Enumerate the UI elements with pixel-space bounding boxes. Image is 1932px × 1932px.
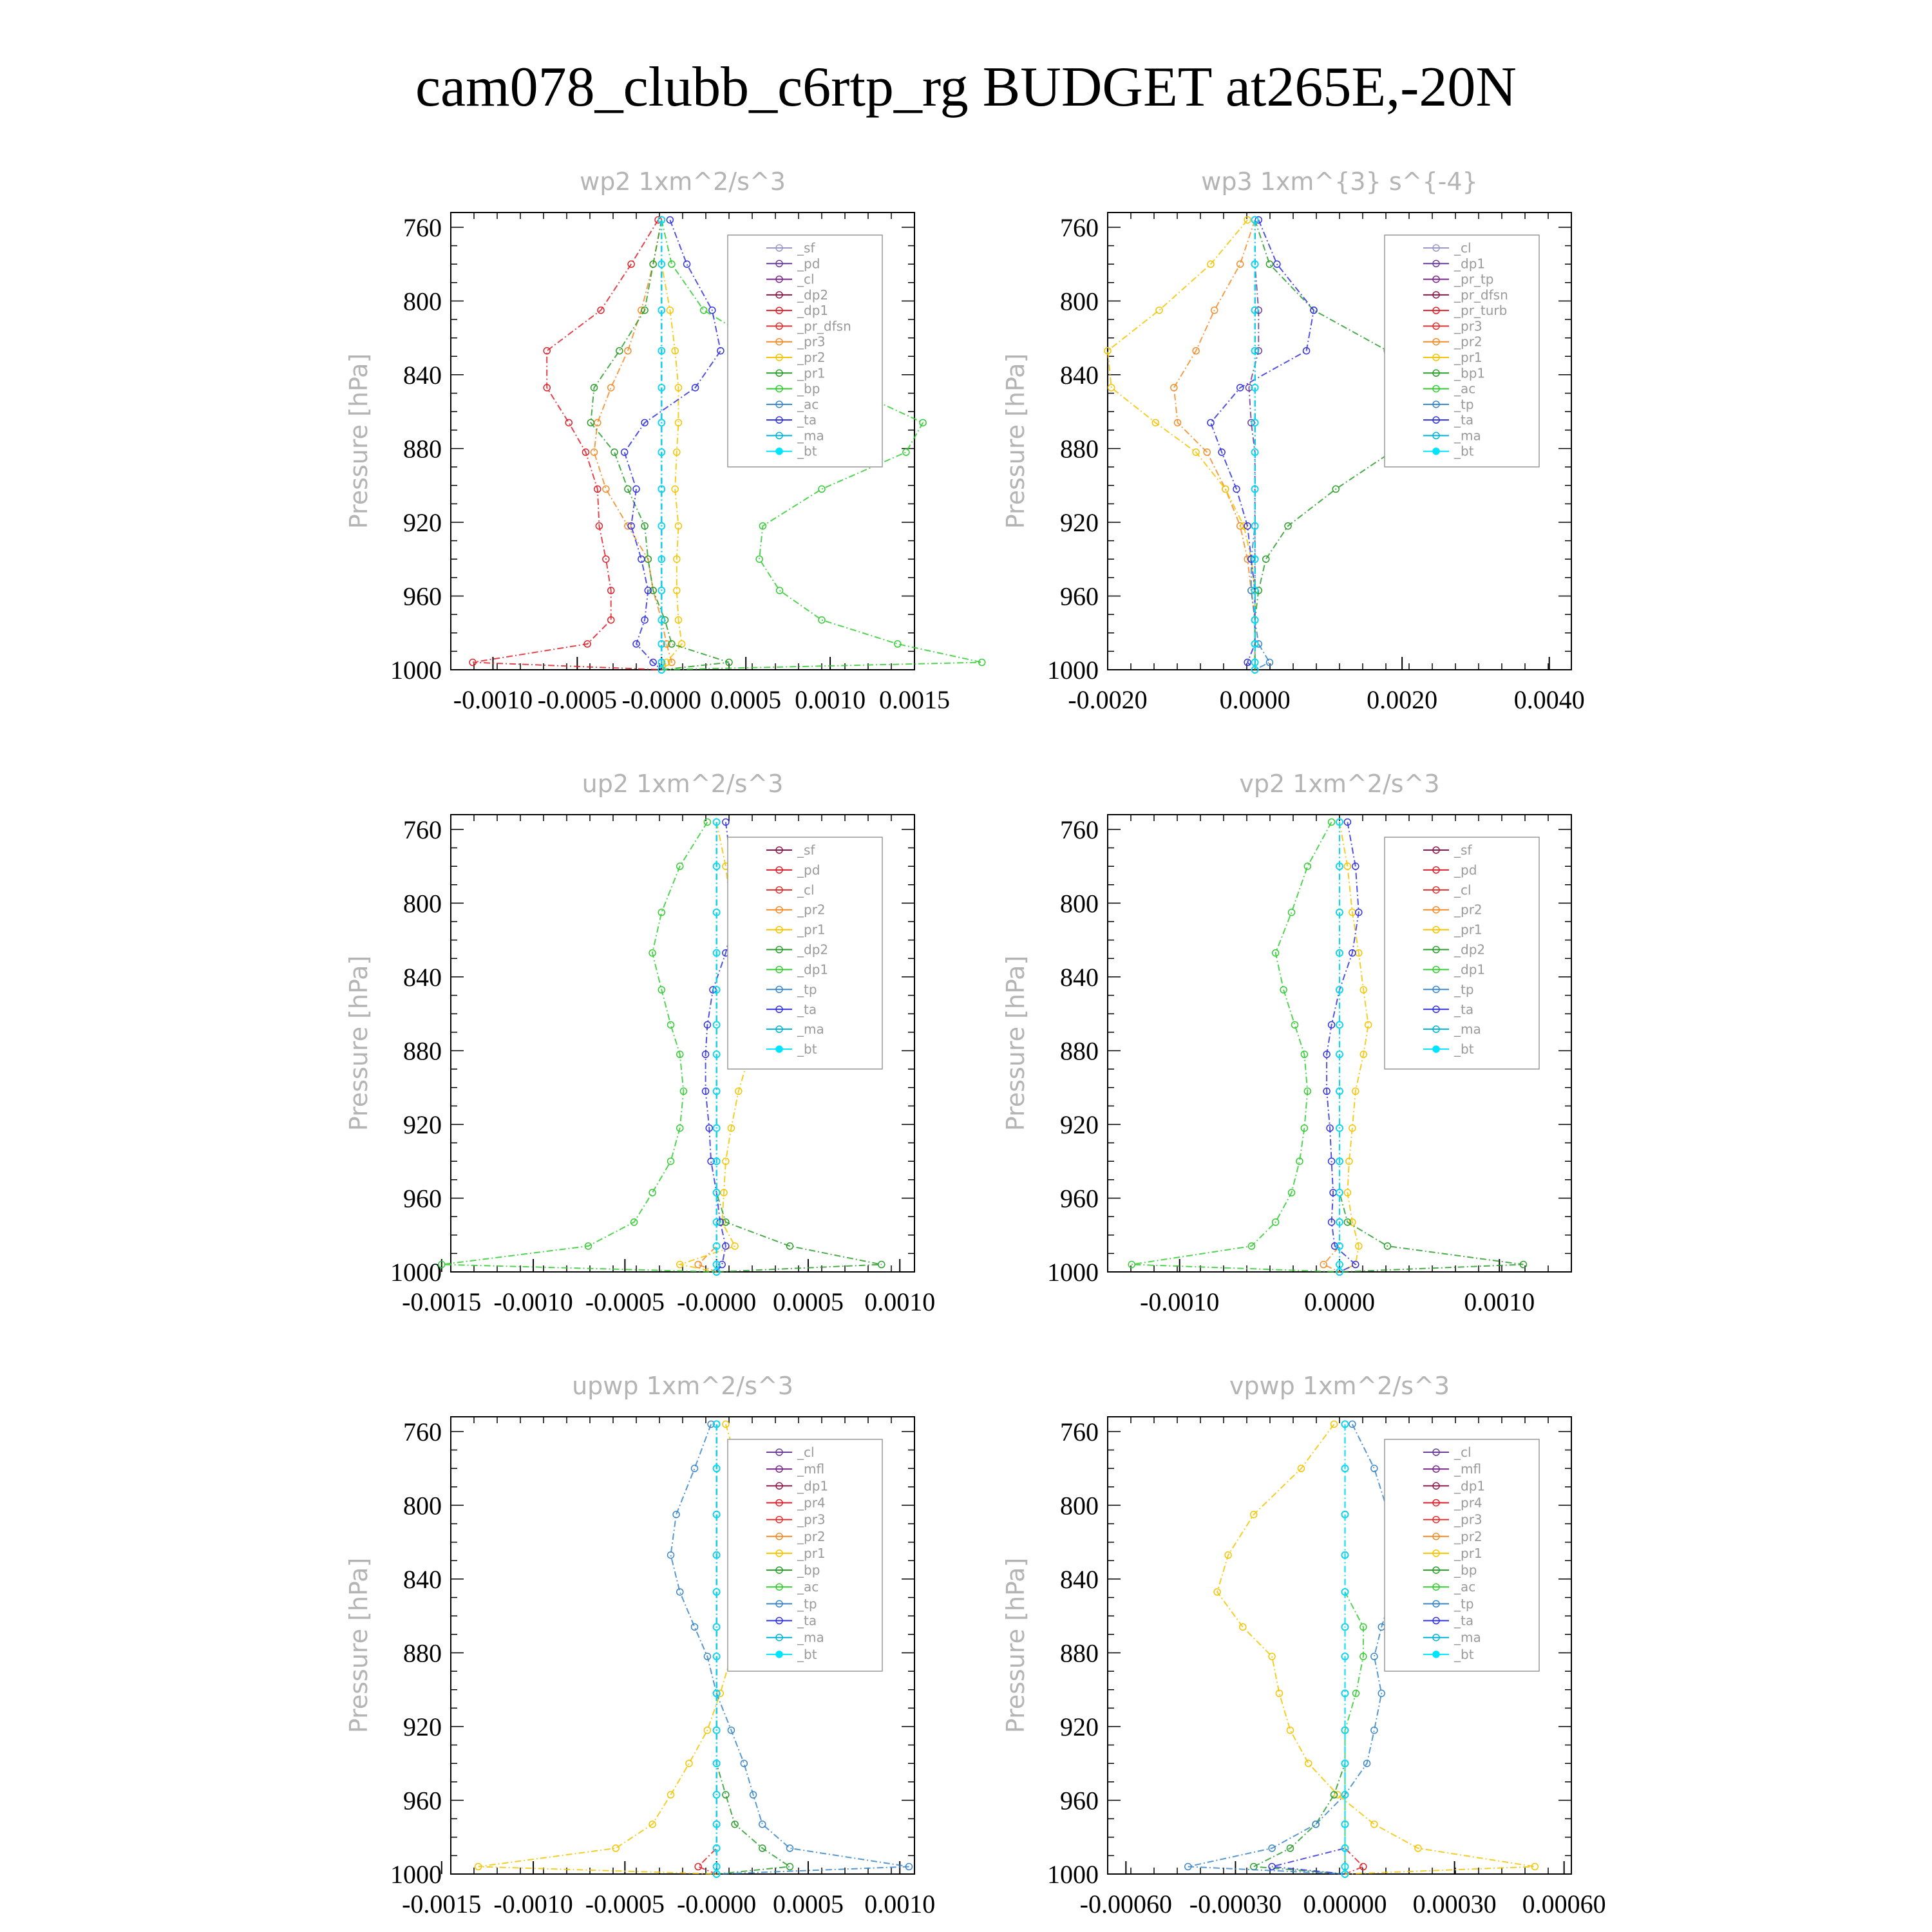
legend-entry: _pr_turb — [1454, 303, 1508, 319]
legend-entry: _pr1 — [797, 365, 826, 381]
x-tick-label: 0.0000 — [1219, 685, 1291, 714]
legend-marker — [1433, 1046, 1439, 1052]
x-tick-label: -0.0005 — [585, 1287, 665, 1316]
legend-entry: _dp2 — [797, 287, 829, 303]
data-point — [717, 348, 724, 354]
legend-marker — [776, 448, 782, 455]
x-tick-label: -0.0000 — [676, 1287, 757, 1316]
legend-entry: _ac — [797, 396, 819, 412]
legend-entry: _pr1 — [797, 922, 826, 938]
y-tick-label: 760 — [1060, 213, 1099, 242]
chart-panel-1 — [1001, 167, 1585, 714]
y-tick-label: 920 — [403, 1110, 442, 1139]
legend-entry: _ta — [797, 412, 817, 428]
data-point — [616, 348, 623, 354]
legend-marker — [776, 1651, 782, 1658]
x-tick-label: -0.0020 — [1068, 685, 1148, 714]
data-point — [667, 216, 673, 223]
data-point — [1289, 909, 1295, 916]
legend-entry: _dp2 — [797, 942, 829, 958]
series-line — [1251, 220, 1270, 670]
x-tick-label: 0.0010 — [795, 685, 866, 714]
y-tick-label: 1000 — [1047, 656, 1099, 685]
legend-entry: _ac — [797, 1579, 819, 1595]
y-axis-label: Pressure [hPa] — [1001, 353, 1030, 529]
x-tick-label: -0.0005 — [537, 685, 618, 714]
series-line — [625, 220, 721, 670]
x-tick-label: 0.0005 — [772, 1889, 844, 1918]
data-point — [701, 307, 707, 314]
y-tick-label: 880 — [1060, 434, 1099, 464]
y-tick-label: 840 — [1060, 360, 1099, 390]
data-point — [819, 486, 825, 492]
data-point — [1331, 1421, 1337, 1427]
legend-marker — [1433, 448, 1439, 455]
y-axis-label: Pressure [hPa] — [345, 955, 373, 1132]
y-axis-label: Pressure [hPa] — [1001, 955, 1030, 1132]
series-line — [1340, 822, 1368, 1273]
y-tick-label: 840 — [403, 1564, 442, 1594]
data-point — [1371, 1653, 1378, 1660]
y-tick-label: 960 — [403, 1786, 442, 1815]
y-tick-label: 760 — [403, 815, 442, 844]
x-tick-label: 0.0005 — [772, 1287, 844, 1316]
legend-entry: _pr1 — [1454, 1545, 1482, 1561]
legend-entry: _dp1 — [797, 303, 829, 319]
legend-entry: _ma — [797, 428, 824, 444]
legend-entry: _mfl — [797, 1461, 825, 1477]
legend-entry: _bt — [797, 1646, 817, 1662]
legend-entry: _tp — [1454, 1596, 1474, 1612]
legend-entry: _pr1 — [797, 1545, 826, 1561]
y-tick-label: 960 — [403, 582, 442, 611]
y-axis-label: Pressure [hPa] — [1001, 1557, 1030, 1734]
legend-entry: _sf — [797, 240, 815, 256]
x-tick-label: 0.00060 — [1522, 1889, 1606, 1918]
y-tick-label: 760 — [403, 213, 442, 242]
data-point — [1208, 419, 1214, 426]
legend-entry: _mfl — [1454, 1461, 1482, 1477]
y-axis-label: Pressure [hPa] — [345, 1557, 373, 1734]
legend-entry: _cl — [1454, 882, 1472, 898]
y-tick-label: 1000 — [390, 1860, 442, 1889]
legend-entry: _pd — [797, 862, 820, 878]
y-tick-label: 960 — [403, 1184, 442, 1213]
data-point — [756, 556, 762, 562]
legend-entry: _pr4 — [797, 1495, 826, 1511]
legend-entry: _pr3 — [1454, 1511, 1482, 1528]
series-line — [1345, 1425, 1363, 1875]
chart-panel-4 — [345, 1372, 935, 1918]
legend-entry: _ac — [1454, 1579, 1476, 1595]
data-point — [673, 1511, 679, 1518]
y-tick-label: 960 — [1060, 582, 1099, 611]
data-point — [649, 1189, 656, 1196]
x-tick-label: -0.0010 — [493, 1889, 573, 1918]
data-point — [1263, 556, 1269, 562]
series-line — [1132, 822, 1340, 1273]
chart-panel-3 — [1001, 770, 1571, 1316]
data-point — [668, 1552, 674, 1558]
legend-entry: _pr3 — [1454, 318, 1482, 334]
series-line — [698, 1425, 716, 1875]
data-point — [603, 486, 609, 492]
legend-entry: _tp — [1454, 981, 1474, 998]
data-point — [1251, 1864, 1257, 1870]
data-point — [684, 261, 690, 267]
y-axis-label: Pressure [hPa] — [345, 353, 373, 529]
series-line — [1272, 1425, 1345, 1875]
x-tick-label: -0.0010 — [453, 685, 533, 714]
y-tick-label: 920 — [403, 1712, 442, 1741]
data-point — [621, 449, 628, 455]
y-tick-label: 880 — [403, 434, 442, 464]
x-tick-label: -0.0005 — [585, 1889, 665, 1918]
legend-entry: _dp2 — [1454, 942, 1486, 958]
x-tick-label: -0.00030 — [1189, 1889, 1282, 1918]
legend-entry: _pr4 — [1454, 1495, 1482, 1511]
y-tick-label: 960 — [1060, 1184, 1099, 1213]
x-tick-label: -0.0010 — [1140, 1287, 1220, 1316]
x-tick-label: -0.0015 — [402, 1287, 482, 1316]
data-point — [1244, 216, 1251, 223]
data-point — [1371, 1821, 1378, 1828]
data-point — [691, 1624, 697, 1630]
data-point — [903, 449, 909, 455]
series-line — [1211, 220, 1314, 670]
y-tick-label: 840 — [1060, 962, 1099, 992]
legend-entry: _pr1 — [1454, 350, 1482, 365]
y-tick-label: 920 — [403, 507, 442, 537]
legend-entry: _tp — [797, 981, 817, 998]
data-point — [686, 1760, 692, 1766]
data-point — [695, 1262, 701, 1268]
legend-entry: _dp1 — [797, 1478, 829, 1494]
legend-entry: _bp — [1454, 1562, 1477, 1578]
legend-marker — [776, 1046, 782, 1052]
x-tick-label: 0.00030 — [1412, 1889, 1497, 1918]
chart-panel-2 — [345, 770, 935, 1316]
panel-title: vp2 1xm^2/s^3 — [1239, 770, 1440, 798]
y-tick-label: 880 — [1060, 1036, 1099, 1066]
y-tick-label: 800 — [403, 287, 442, 316]
data-point — [1371, 1465, 1378, 1472]
legend-entry: _pr3 — [797, 1511, 826, 1528]
legend-entry: _sf — [797, 842, 815, 858]
data-point — [691, 1465, 697, 1472]
x-tick-label: 0.0000 — [1304, 1287, 1375, 1316]
legend-entry: _cl — [1454, 240, 1472, 256]
data-point — [695, 1864, 701, 1870]
x-tick-label: 0.0020 — [1367, 685, 1438, 714]
series-line — [594, 220, 672, 670]
legend-entry: _pr_dfsn — [797, 318, 851, 334]
y-tick-label: 920 — [1060, 1712, 1099, 1741]
legend-entry: _ta — [1454, 1613, 1474, 1629]
y-tick-label: 800 — [1060, 1491, 1099, 1520]
x-tick-label: 0.0040 — [1513, 685, 1585, 714]
legend-marker — [1433, 1651, 1439, 1658]
series-line — [698, 822, 716, 1273]
data-point — [1329, 819, 1335, 825]
x-tick-label: 0.00000 — [1303, 1889, 1387, 1918]
series-line — [1345, 1425, 1363, 1875]
x-tick-label: -0.0000 — [621, 685, 701, 714]
data-point — [786, 1845, 793, 1852]
y-tick-label: 1000 — [390, 1258, 442, 1287]
legend-entry: _pr2 — [797, 1528, 826, 1544]
series-line — [473, 220, 661, 670]
legend-entry: _ta — [1454, 412, 1474, 428]
data-point — [786, 1864, 793, 1870]
x-tick-label: 0.0005 — [710, 685, 782, 714]
data-point — [1171, 384, 1177, 391]
x-tick-label: -0.0010 — [493, 1287, 573, 1316]
data-point — [1156, 307, 1162, 314]
data-point — [1266, 261, 1273, 267]
data-point — [608, 384, 614, 391]
series-line — [1254, 1425, 1345, 1875]
legend-entry: _dp1 — [797, 961, 829, 978]
x-tick-label: 0.0010 — [864, 1287, 936, 1316]
y-tick-label: 800 — [1060, 889, 1099, 918]
y-tick-label: 1000 — [1047, 1860, 1099, 1889]
chart-panel-0 — [345, 167, 985, 714]
legend-entry: _cl — [1454, 1444, 1472, 1460]
data-point — [704, 819, 710, 825]
x-tick-label: 0.0015 — [879, 685, 950, 714]
panel-title: wp2 1xm^2/s^3 — [580, 167, 786, 196]
y-tick-label: 760 — [1060, 815, 1099, 844]
legend-entry: _ma — [1454, 1629, 1481, 1645]
legend-entry: _pr_tp — [1454, 271, 1494, 287]
data-point — [819, 617, 825, 623]
y-tick-label: 960 — [1060, 1786, 1099, 1815]
page-title: cam078_clubb_c6rtp_rg BUDGET at265E,-20N — [415, 56, 1517, 118]
data-point — [625, 348, 631, 354]
legend-entry: _pr3 — [797, 334, 826, 350]
legend-entry: _pd — [797, 256, 820, 272]
y-tick-label: 880 — [403, 1638, 442, 1668]
legend-entry: _ma — [1454, 1021, 1481, 1037]
legend-entry: _ac — [1454, 381, 1476, 397]
data-point — [1360, 1864, 1367, 1870]
legend-entry: _ma — [797, 1021, 824, 1037]
panel-title: upwp 1xm^2/s^3 — [572, 1372, 793, 1400]
legend-entry: _ta — [1454, 1001, 1474, 1018]
legend-entry: _dp1 — [1454, 256, 1486, 272]
data-point — [1108, 384, 1115, 391]
series-line — [1249, 220, 1258, 670]
data-point — [1320, 1262, 1327, 1268]
legend-entry: _pd — [1454, 862, 1477, 878]
series-line — [442, 822, 717, 1273]
legend-entry: _bt — [1454, 443, 1474, 459]
legend-entry: _ta — [797, 1613, 817, 1629]
y-tick-label: 840 — [403, 360, 442, 390]
panel-title: up2 1xm^2/s^3 — [582, 770, 784, 798]
y-tick-label: 800 — [1060, 287, 1099, 316]
legend-entry: _pr2 — [797, 902, 826, 918]
y-tick-label: 880 — [403, 1036, 442, 1066]
data-point — [1349, 1421, 1356, 1427]
data-point — [1304, 863, 1311, 869]
x-tick-label: -0.00060 — [1079, 1889, 1173, 1918]
legend-entry: _pr_dfsn — [1454, 287, 1508, 303]
legend-entry: _bp1 — [1454, 365, 1486, 381]
legend-entry: _bt — [1454, 1646, 1474, 1662]
y-tick-label: 880 — [1060, 1638, 1099, 1668]
data-point — [777, 587, 783, 594]
x-tick-label: -0.0000 — [676, 1889, 757, 1918]
legend-entry: _ma — [1454, 428, 1481, 444]
y-tick-label: 760 — [403, 1417, 442, 1446]
series-line — [1108, 220, 1255, 670]
y-tick-label: 1000 — [1047, 1258, 1099, 1287]
y-tick-label: 1000 — [390, 656, 442, 685]
series-line — [478, 1425, 757, 1875]
y-tick-label: 840 — [403, 962, 442, 992]
y-tick-label: 800 — [403, 889, 442, 918]
legend-entry: _pr2 — [1454, 1528, 1482, 1544]
x-tick-label: 0.0010 — [1464, 1287, 1535, 1316]
legend-entry: _ma — [797, 1629, 824, 1645]
series-line — [1323, 822, 1340, 1273]
series-line — [661, 220, 681, 670]
legend-entry: _pr2 — [797, 350, 826, 365]
y-tick-label: 760 — [1060, 1417, 1099, 1446]
legend-entry: _cl — [797, 1444, 815, 1460]
legend-entry: _pr2 — [1454, 902, 1482, 918]
data-point — [1305, 1760, 1312, 1766]
legend-entry: _tp — [797, 1596, 817, 1612]
legend-entry: _bt — [1454, 1041, 1474, 1057]
legend-entry: _dp1 — [1454, 1478, 1486, 1494]
x-tick-label: 0.0010 — [864, 1889, 936, 1918]
panel-title: vpwp 1xm^2/s^3 — [1229, 1372, 1450, 1400]
data-point — [1291, 1021, 1298, 1028]
data-point — [1237, 261, 1244, 267]
panel-title: wp3 1xm^{3} s^{-4} — [1201, 167, 1478, 196]
legend-entry: _bp — [797, 381, 820, 397]
data-point — [611, 449, 618, 455]
legend-entry: _bp — [797, 1562, 820, 1578]
y-tick-label: 840 — [1060, 1564, 1099, 1594]
legend-entry: _cl — [797, 882, 815, 898]
y-tick-label: 800 — [403, 1491, 442, 1520]
series-line — [1188, 1425, 1393, 1875]
data-point — [565, 419, 572, 426]
legend-entry: _pr2 — [1454, 334, 1482, 350]
y-tick-label: 920 — [1060, 1110, 1099, 1139]
x-tick-label: -0.0015 — [402, 1889, 482, 1918]
legend-entry: _dp1 — [1454, 961, 1486, 978]
legend-entry: _tp — [1454, 396, 1474, 412]
y-tick-label: 920 — [1060, 507, 1099, 537]
legend-entry: _bt — [797, 1041, 817, 1057]
data-point — [759, 1821, 766, 1828]
legend-entry: _bt — [797, 443, 817, 459]
legend-entry: _ta — [797, 1001, 817, 1018]
chart-panel-5 — [1001, 1372, 1606, 1918]
legend-entry: _cl — [797, 271, 815, 287]
legend-entry: _sf — [1454, 842, 1472, 858]
legend-entry: _pr1 — [1454, 922, 1482, 938]
